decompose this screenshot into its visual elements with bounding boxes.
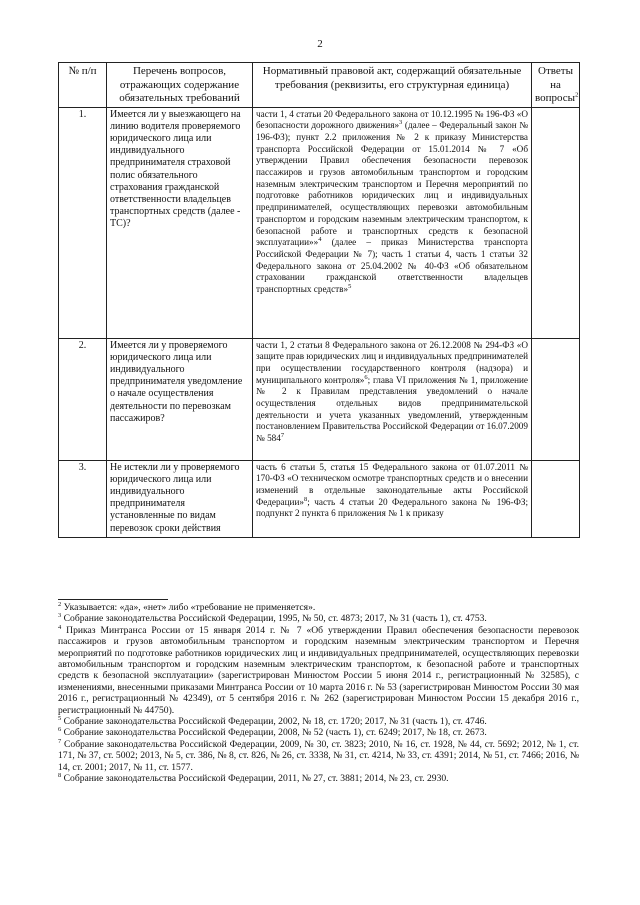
footnotes (58, 602, 579, 785)
footnote-text: Указывается: «да», «нет» либо «требование не применяется». (61, 602, 316, 613)
footnote-ref: 7 (280, 432, 285, 440)
footnote-number: 6 (58, 726, 62, 734)
footnote (58, 727, 579, 738)
table-row (59, 338, 580, 460)
header-number: № п/п (59, 63, 107, 108)
footnote-text: Собрание законодательства Российской Федерации, 2002, № 18, ст. 1720; 2017, № 31 (часть 1), ст. 4746. (61, 716, 487, 728)
footnote-number: 7 (58, 737, 62, 745)
table-header-row (59, 63, 580, 108)
header-questions: Перечень вопросов, отражающих содержание обязательных требований (107, 63, 253, 108)
footnote-ref: 3 (399, 119, 403, 127)
table-row (59, 107, 580, 338)
footnote-text: Собрание законодательства Российской Федерации, 1995, № 50, ст. 4873; 2017, № 31 (часть 1), ст. 4753. (61, 613, 487, 625)
legal-act-text: (далее – приказ Министерства транспорта Российской Федерации № 7); часть 1 статьи 4, часть 1 статьи 32 Федерального закона от 25.04.2002 № 40-ФЗ «Об обязательном страховании гражданской ответственности владельцев транспортных средств» (256, 237, 528, 295)
header-answers-label: Ответы на вопросы (535, 65, 576, 104)
footnote (58, 625, 579, 716)
footnote-text: Собрание законодательства Российской Федерации, 2008, № 52 (часть 1), ст. 6249; 2017, № 18, ст. 2673. (61, 727, 487, 739)
legal-act-text: части 1, 2 статьи 8 Федерального закона от 26.12.2008 № 294-ФЗ «О защите прав юридических лиц и индивидуальных предпринимателей при осуществлении государственного контроля (надзора) и муниципального контроля» (256, 339, 528, 385)
requirements-table (58, 62, 580, 538)
footnote-number: 3 (58, 612, 62, 620)
legal-act-text: части 1, 4 статьи 20 Федерального закона от 10.12.1995 № 196-ФЗ «О безопасности дорожного движения» (256, 108, 528, 131)
legal-act-text: ; часть 4 статьи 20 Федерального закона № 196-ФЗ; подпункт 2 пункта 6 приложения № 1 к приказу (256, 496, 528, 519)
footnote-ref: 5 (348, 282, 352, 290)
footnote (58, 613, 579, 624)
footnote-ref: 8 (303, 495, 308, 503)
footnote-text: Приказ Минтранса России от 15 января 2014 г. № 7 «Об утверждении Правил обеспечения безопасности перевозок пассажиров и грузов автомобильным транспортом и городским наземным электрическим транспортом и Перечня мероприятий по подготовке работников юридических лиц и индивидуальных предпринимателей, осуществляющих перевозки автомобильным транспортом и городским наземным электрическим транспортом, к безопасной работе и транспортных средств к безопасной эксплуатации» (зарегистрирован Минюстом России 5 июня 2014 г., регистрационный № 32585), с изменениями, внесенными приказами Минтранса России от 10 марта 2016 г. № 53 (зарегистрирован Минюстом России 30 мая 2016 г., регистрационный № 42349), от 5 сентября 2016 г. № 262 (зарегистрирован Минюстом России 15 декабря 2016 г., регистрационный № 44750). (58, 624, 579, 716)
row-legal-act (253, 338, 532, 460)
row-number: 2. (59, 338, 107, 460)
row-question: Не истекли ли у проверяемого юридического лица или индивидуального предпринимателя установленные по видам перевозок сроки действия (107, 460, 253, 537)
row-legal-act (253, 460, 532, 537)
legal-act-text: (далее – Федеральный закон № 196-ФЗ); пункт 2.2 приложения № 2 к приказу Министерства транспорта Российской Федерации от 15.01.2014 № 7 «Об утверждении Правил обеспечения безопасности перевозок пассажиров и грузов автомобильным транспортом и городским наземным электрическим транспортом и Перечня мероприятий по подготовке работников юридических лиц и индивидуальных предпринимателей, осуществляющих перевозки автомобильным транспортом и городским наземным электрическим транспортом, к безопасной работе и транспортных средств к безопасной эксплуатации»» (256, 120, 528, 248)
footnote-number: 4 (58, 623, 62, 631)
legal-act-text: часть 6 статьи 5, статья 15 Федерального закона от 01.07.2011 № 170-ФЗ «О техническом осмотре транспортных средств и о внесении изменений в отдельные законодательные акты Российской Федерации» (256, 461, 528, 507)
footnote (58, 716, 579, 727)
page-number: 2 (317, 38, 323, 50)
footnote-ref: 6 (364, 373, 368, 381)
footnote-number: 5 (58, 714, 62, 722)
footnote-number: 8 (58, 771, 62, 779)
row-number: 3. (59, 460, 107, 537)
footnote-number: 2 (58, 600, 62, 608)
footnote (58, 602, 579, 613)
footnote (58, 739, 579, 773)
row-number: 1. (59, 107, 107, 338)
footnote-ref: 4 (318, 236, 322, 244)
footnote (58, 773, 579, 784)
row-answer-cell[interactable] (532, 460, 580, 537)
row-answer-cell[interactable] (532, 338, 580, 460)
footnote-ref: 2 (575, 91, 579, 99)
header-answers (532, 63, 580, 108)
footnote-text: Собрание законодательства Российской Федерации, 2011, № 27, ст. 3881; 2014, № 23, ст. 2930. (61, 773, 449, 785)
row-question: Имеется ли у выезжающего на линию водителя проверяемого юридического лица или индивидуального предпринимателя страховой полис обязательного страхования гражданской ответственности владельцев транспортных средств (далее - ТС)? (107, 107, 253, 338)
row-answer-cell[interactable] (532, 107, 580, 338)
header-legal-act: Нормативный правовой акт, содержащий обязательные требования (реквизиты, его структурная единица) (253, 63, 532, 108)
row-question: Имеется ли у проверяемого юридического лица или индивидуального предпринимателя уведомление о начале осуществления деятельности по перевозкам пассажиров? (107, 338, 253, 460)
legal-act-text: ; глава VI приложения № 1, приложение № 2 к Правилам представления уведомлений о начале осуществления отдельных видов предпринимательской деятельности и учета указанных уведомлений, утвержденным постановлением Правительства Российской Федерации от 16.07.2009 № 584 (256, 374, 528, 444)
footnote-separator (58, 599, 168, 600)
table-row (59, 460, 580, 537)
row-legal-act (253, 107, 532, 338)
footnote-text: Собрание законодательства Российской Федерации, 2009, № 30, ст. 3823; 2010, № 16, ст. 1928, № 44, ст. 5692; 2012, № 1, ст. 171, № 37, ст. 5002; 2013, № 5, ст. 386, № 8, ст. 826, № 26, ст. 3338, № 31, ст. 4214, № 33, ст. 4391; 2014, № 51, ст. 7466; 2016, № 14, ст. 2001; 2017, № 11, ст. 1577. (58, 738, 579, 773)
